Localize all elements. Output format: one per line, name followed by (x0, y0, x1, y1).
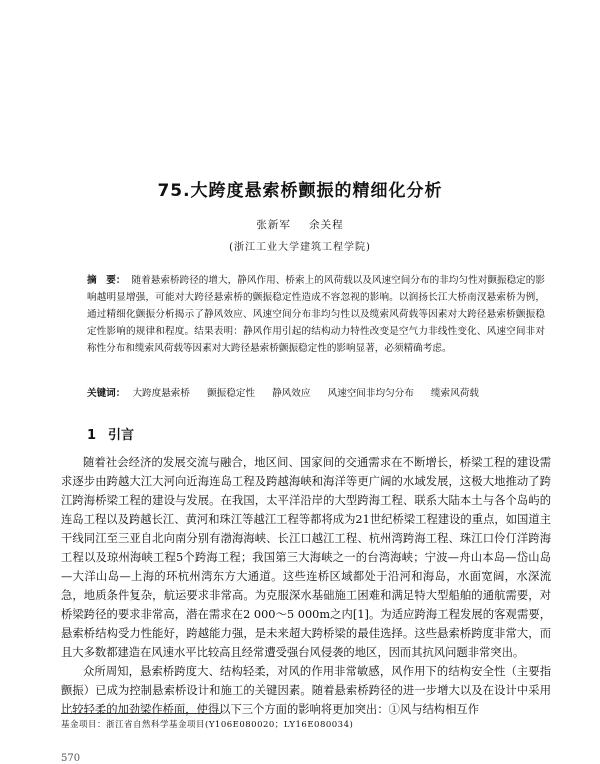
paragraph: 众所周知，悬索桥跨度大、结构轻柔，对风的作用非常敏感，风作用下的结构安全性（主要指颤振）已成为控制悬索桥设计和施工的关键因素。随着悬索桥跨径的进一步增大以及在设计中采用比较轻柔的加劲梁作桥面，使得以下三个方面的影响将更加突出：①风与结构相互作 (61, 665, 551, 716)
keyword: 缆索风荷载 (430, 388, 479, 399)
keyword: 风速空间非均匀分布 (327, 388, 414, 399)
section-number: 1 (87, 428, 97, 443)
author-name: 余关程 (309, 219, 344, 231)
abstract-text: 随着悬索桥跨径的增大，静风作用、桥索上的风荷载以及风速空间分布的非均匀性对颤振稳定的影响越明显增强，可能对大跨径悬索桥的颤振稳定性造成不容忽视的影响。以润扬长江大桥南汊悬索桥为例，通过精细化颤振分析揭示了静风效应、风速空间分布非均匀性以及缆索风荷载等因素对大跨径悬索桥颤振稳定性影响的规律和程度。结果表明：静风作用引起的结构动力特性改变是空气力非线性变化、风速空间非对称性分布和缆索风荷载等因素对大跨径悬索桥颤振稳定性的影响显著，必须精确考虑。 (87, 275, 546, 354)
keyword: 大跨度悬索桥 (132, 388, 190, 399)
paragraph: 随着社会经济的发展交流与融合，地区间、国家间的交通需求在不断增长，桥梁工程的建设需求逐步由跨越大江大河向近海连岛工程及跨越海峡和海洋等更广阔的水域发展，这极大地推动了跨江跨海桥梁工程的建设与发展。在我国，太平洋沿岸的大型跨海工程、联系大陆本土与各个岛屿的连岛工程以及跨越长江、黄河和珠江等越江工程等都将成为21世纪桥梁工程建设的重点，如国道主干线同江至三亚自北向南分别有渤海海峡、长江口越江工程、杭州湾跨海工程、珠江口伶仃洋跨海工程以及琼州海峡工程5个跨海工程；我国第三大海峡之一的台湾海峡；宁波—舟山本岛—岱山岛—大洋山岛—上海的环杭州湾东方大通道。这些连桥区域都处于沿河和海岛，水面宽阔，水深流急，地质条件复杂，航运要求非常高。为克服深水基础施工困难和满足特大型船舶的通航需要，对桥梁跨径的要求非常高，潜在需求在2 000～5 000m之内[1]。为适应跨海工程发展的客观需要，悬索桥结构受力性能好，跨越能力强，是未来超大跨桥梁的最佳选择。这些悬索桥跨度非常大，而且大多数都建造在风速水平比较高且经常遭受强台风侵袭的地区，因而其抗风问题非常突出。 (61, 456, 551, 659)
keyword: 静风效应 (272, 388, 311, 399)
keywords-label: 关键词： (87, 388, 126, 399)
author-list (0, 217, 600, 232)
abstract (87, 272, 545, 357)
abstract-label: 摘 要： (87, 275, 126, 286)
section-heading (87, 424, 134, 443)
author-name: 张新军 (256, 219, 291, 231)
footnote-divider (61, 713, 221, 714)
author-affiliation: (浙江工业大学建筑工程学院) (229, 242, 371, 253)
keywords (87, 385, 549, 402)
section-title: 引言 (108, 428, 135, 443)
body-text (61, 453, 551, 719)
paper-title: 75.大跨度悬索桥颤振的精细化分析 (157, 181, 443, 201)
footnote: 基金项目：浙江省自然科学基金项目(Y106E080020；LY16E080034) (61, 720, 354, 730)
keyword: 颤振稳定性 (207, 388, 256, 399)
page-number: 570 (61, 753, 81, 764)
